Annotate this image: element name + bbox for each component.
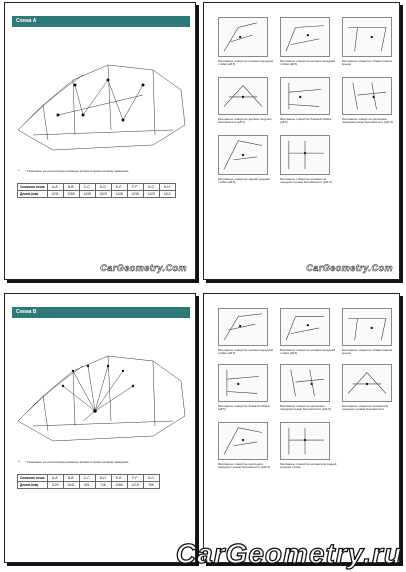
section-header: Схема В [12,307,190,318]
thumbnail-6 [342,77,392,115]
caption-3: Монтажное отверстие обивки панели крыши [342,59,393,67]
thumbnail-7 [218,135,268,175]
thumbnail-2 [280,308,330,346]
main-watermark: CarGeometry.ru [175,538,402,569]
caption-4: Монтажное отверстие боковой обивки (ø8.5) [218,404,270,412]
caption-5: Монтажное отверстие боковой обивки (ø8.5) [280,117,332,125]
thumbnail-8 [280,422,330,460]
table-header-row: Смежная точка A-A' B-B' C-C' D-D' E-E' F-F' G-G' [18,475,160,482]
section-header: Схема А [12,16,190,27]
table-row: Длина (мм) 1120 1041 921 718 1266 1219 765 [18,482,160,489]
body-frame-diagram [13,326,189,446]
page-mounting-holes-a [203,2,400,280]
dimensions-table [17,183,176,198]
caption-7: Монтажное отверстие задней средней стойки (ø8.5) [218,177,270,185]
page-scheme-b [4,293,196,563]
caption-5: Монтажное отверстие крепления передней ремня безопасности (ø11.5) [280,404,331,412]
watermark: CarGeometry.Com [306,263,393,273]
caption-6: Монтажное отверстие натяжителя переднего ремня безопасности [342,404,389,412]
caption-8: Монтажное отверстие натяжителя задней средней стойки [280,462,337,470]
thumbnail-1 [218,308,268,346]
caption-1: Монтажное отверстие натяжки передней стойки (ø8.5) [218,348,273,356]
note-text: * Указанные на иллюстрации размеры являются фактическими замерами. [25,169,130,173]
page-mounting-holes-b [203,293,400,563]
thumbnail-4 [218,364,268,402]
caption-8: Монтажное отверстие натяжителя переднего ремня безопасности (ø11.5) [280,177,332,185]
note-text: * Указанные на иллюстрации размеры являются фактическими замерами. [25,460,130,464]
thumbnail-3 [342,308,392,346]
thumbnail-4 [218,77,268,115]
caption-7: Монтажное отверстие крепления переднего ремня безопасности (ø11.5) [218,462,270,470]
caption-4: Монтажное отверстие датчика подушки безопасности (ø8.5) [218,117,272,125]
caption-3: Монтажное отверстие обивки панели крыши [342,348,393,356]
page-scheme-a [4,2,196,280]
thumbnail-1 [218,17,268,57]
watermark: CarGeometry.Com [100,263,187,273]
thumbnail-3 [342,17,392,57]
table-row: Длина (мм) 1231 1265 1439 1020 1428 1236 1423 1412 [18,191,176,198]
note-marker: * [18,168,20,173]
caption-1: Монтажное отверстие натяжки передней стойки (ø8.5) [218,59,273,67]
table-header-row: Смежная точка A-A' B-B' C-C' D-D' E-E' F-F' G-G' H-H' [18,184,176,191]
caption-2: Монтажное отверстие натяжки передней стойки (ø8.5) [280,348,335,356]
thumbnail-8 [280,135,330,175]
thumbnail-5 [280,364,330,402]
thumbnail-6 [342,364,392,402]
dimensions-table [17,474,160,489]
caption-2: Монтажное отверстие натяжки передней стойки (ø8.5) [280,59,335,67]
thumbnail-2 [280,17,330,57]
thumbnail-7 [218,422,268,460]
note-marker: * [18,459,20,464]
caption-6: Монтажное отверстие крепления передней ремня безопасности (ø11.5) [342,117,393,125]
body-frame-diagram [13,35,189,155]
thumbnail-5 [280,77,330,115]
